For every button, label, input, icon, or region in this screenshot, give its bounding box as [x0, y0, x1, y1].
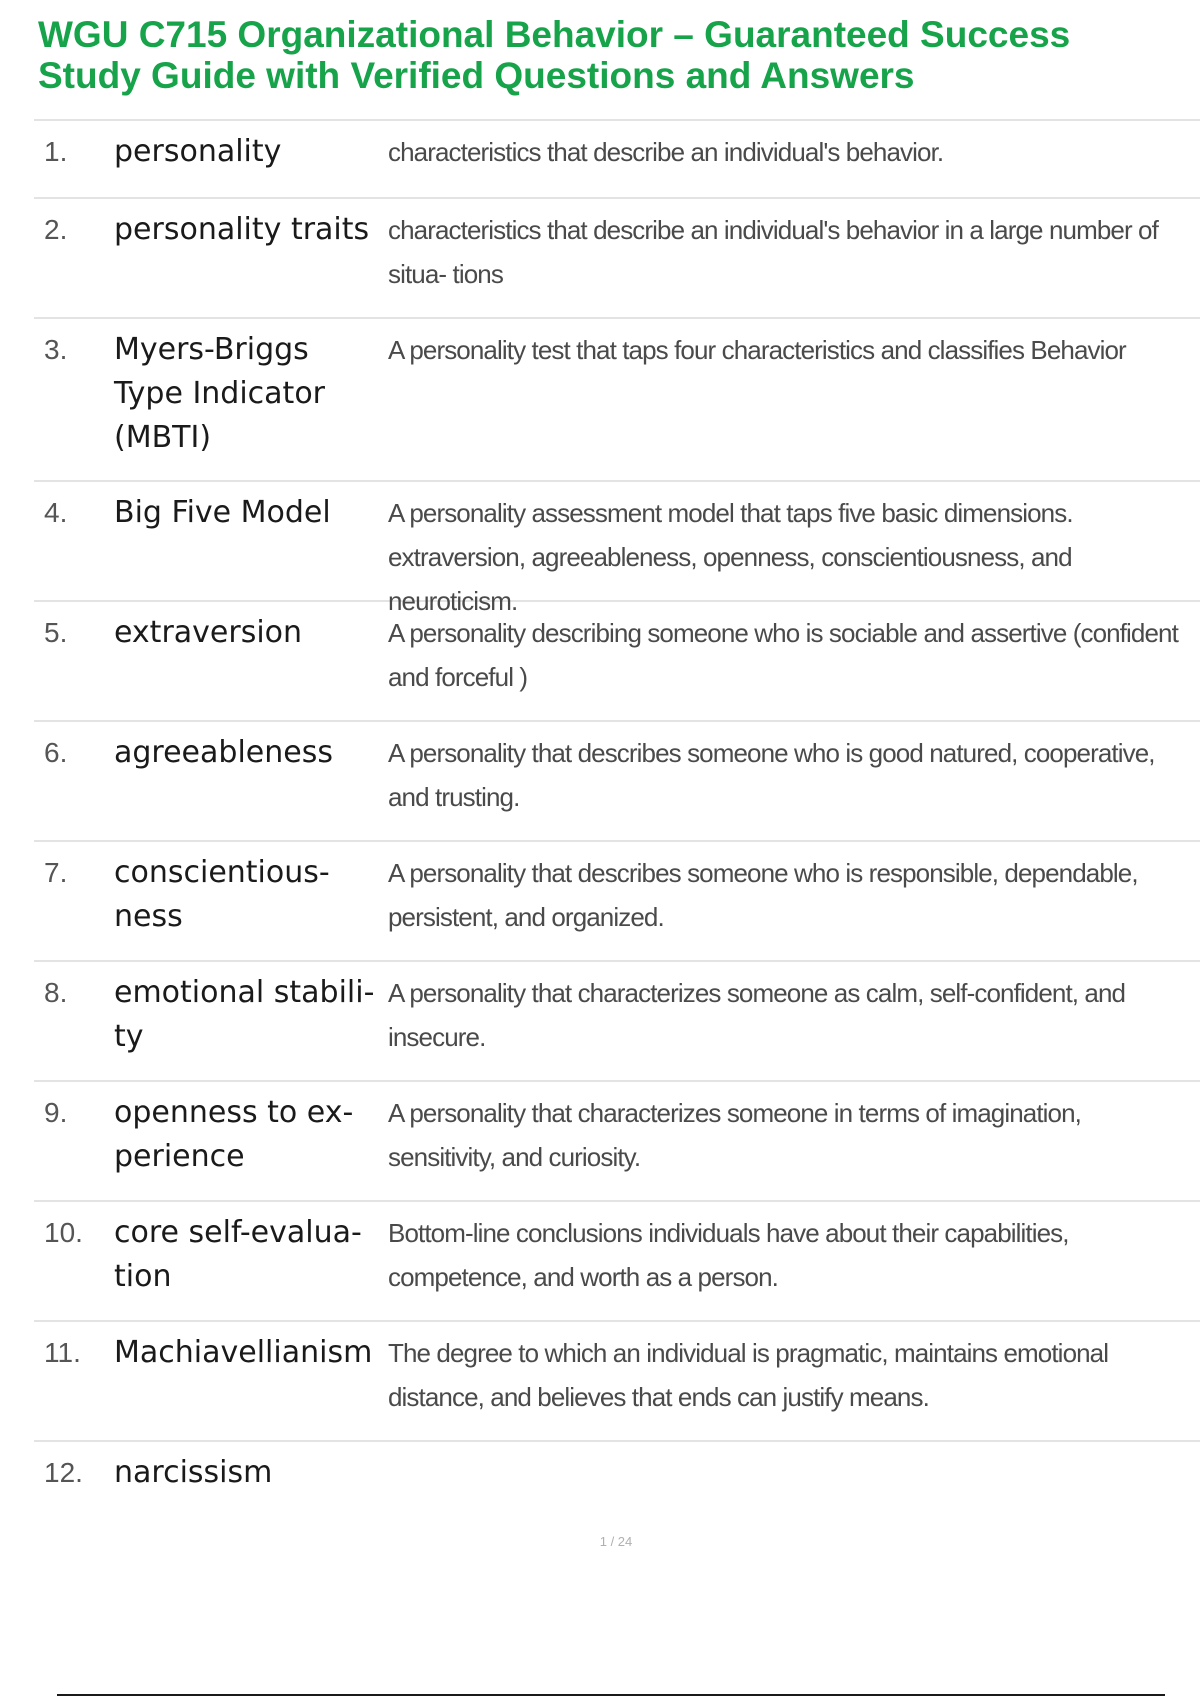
table-row [34, 319, 1200, 482]
entry-definition: A personality describing someone who is sociable and assertive (confident and forceful ) [388, 618, 1178, 692]
table-row [34, 842, 1200, 962]
table-row [34, 1322, 1200, 1442]
table-row [34, 482, 1200, 616]
entry-term: extraversion [114, 615, 303, 650]
table-row [34, 722, 1200, 842]
entry-definition: The degree to which an individual is pragmatic, maintains emotional distance, and believes that ends can justify means. [388, 1338, 1109, 1412]
entry-term: conscientious- ness [114, 855, 330, 934]
entry-definition: Bottom-line conclusions individuals have about their capabilities, competence, and worth as a person. [388, 1218, 1069, 1292]
entry-definition: A personality that characterizes someone in terms of imagination, sensitivity, and curiosity. [388, 1098, 1081, 1172]
entry-term: Big Five Model [114, 495, 331, 530]
entry-term: Machiavellianism [114, 1335, 373, 1370]
table-row [34, 1442, 1200, 1520]
entry-number: 9. [44, 1097, 68, 1128]
terms-table [34, 119, 1200, 1520]
entry-definition: characteristics that describe an individual's behavior. [388, 137, 944, 167]
entry-number: 11. [44, 1337, 81, 1368]
entry-definition: A personality that describes someone who is responsible, dependable, persistent, and organized. [388, 858, 1138, 932]
entry-number: 12. [44, 1457, 83, 1488]
entry-number: 4. [44, 497, 68, 528]
bottom-divider [57, 1694, 1165, 1696]
entry-number: 7. [44, 857, 68, 888]
entry-term: personality traits [114, 212, 370, 247]
entry-term: openness to ex- perience [114, 1095, 354, 1174]
page-number: 1 / 24 [599, 1534, 633, 1549]
entry-term: personality [114, 134, 282, 169]
entry-definition: A personality that describes someone who is good natured, cooperative, and trusting. [388, 738, 1155, 812]
entry-number: 6. [44, 737, 68, 768]
entry-number: 10. [44, 1217, 83, 1248]
table-row [34, 1082, 1200, 1202]
entry-number: 5. [44, 617, 68, 648]
entry-term: emotional stabili- ty [114, 975, 375, 1054]
entry-number: 1. [44, 136, 68, 167]
entry-definition: A personality that characterizes someone as calm, self-confident, and insecure. [388, 978, 1126, 1052]
table-row [34, 962, 1200, 1082]
entry-number: 2. [44, 214, 68, 245]
table-row [34, 199, 1200, 319]
entry-definition: characteristics that describe an individual's behavior in a large number of situa- tions [388, 215, 1158, 289]
entry-definition [382, 1442, 1200, 1451]
table-row [34, 602, 1200, 722]
entry-definition: A personality assessment model that taps five basic dimensions. extraversion, agreeableness, openness, conscientiousness, and neuroticism. [388, 498, 1073, 616]
entry-term: Myers-Briggs Type Indicator (MBTI) [114, 332, 326, 455]
entry-term: narcissism [114, 1455, 273, 1490]
entry-definition: A personality test that taps four characteristics and classifies Behavior [388, 335, 1126, 365]
entry-term: agreeableness [114, 735, 333, 770]
table-row [34, 121, 1200, 199]
entry-term: core self-evalua- tion [114, 1215, 362, 1294]
document-title: WGU C715 Organizational Behavior – Guaranteed Success Study Guide with Verified Questions and Answers [38, 14, 1071, 96]
entry-number: 8. [44, 977, 68, 1008]
entry-number: 3. [44, 334, 68, 365]
table-row [34, 1202, 1200, 1322]
